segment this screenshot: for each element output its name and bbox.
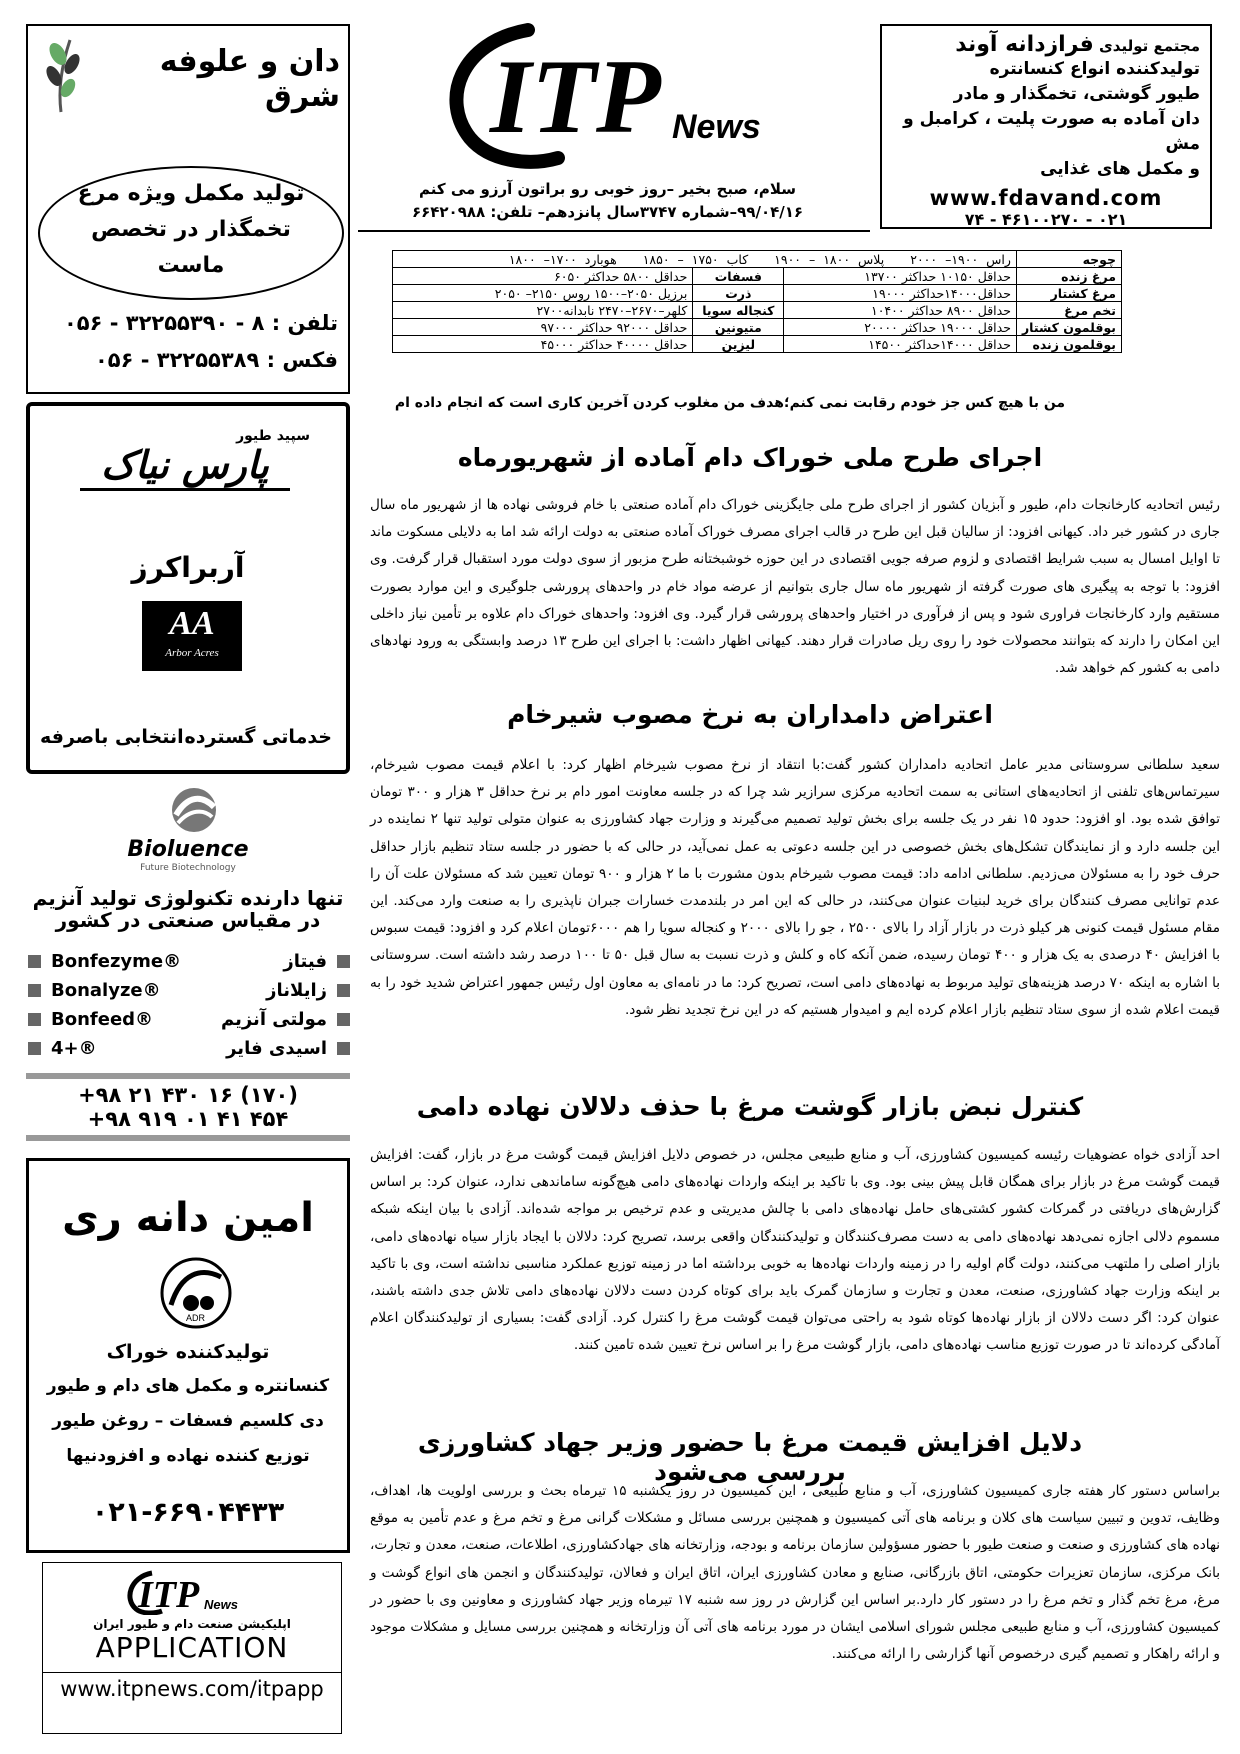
fara-davand-ad bbox=[880, 24, 1212, 229]
price-cell-value2: کلهر–۲۶۷۰–۲۴۷۰ نابدانه۲۷۰۰ bbox=[393, 302, 693, 319]
amin-line-1: تولیدکننده خوراک bbox=[106, 1341, 270, 1363]
pars-niak-ad bbox=[26, 402, 350, 774]
price-cell-label: مرغ کشتار bbox=[1016, 285, 1121, 302]
bio-phone-2: +۹۸ ۹۱۹ ۰۱ ۴۱ ۴۵۴ bbox=[87, 1107, 289, 1131]
price-row bbox=[393, 268, 1122, 285]
bullet-square-icon bbox=[28, 955, 41, 968]
article-4-body: براساس دستور کار هفته جاری کمیسیون کشاورزی، آب و منابع طبیعی ، این کمیسیون در روز یکشنبه ۱۵ تیرماه بحث و بررسی اولویت ها، اهداف، وظایف، تدوین و تبیین سیاست های کلان و برنامه های آتی کمیسیون و همچنین بررسی مسائل و مشکلات گرانی مرغ و تخم مرغ و عدم تأمین به موقع نهاده های کشاورزی و صنعت و صنعت طیور با حضور مسؤولین سازمان برنامه و بودجه، وزارتخانه های جهادکشاورزی، اطلاعات، صنعت، معدن و تجارت، بانک مرکزی، سازمان تعزیرات حکومتی، اتاق بازرگانی، صنایع و معادن کشاورزی ایران، اتاق ایران و فعالان، تولیدکنندگان و انجمن های انواع گوشت و مرغ، مرغ تخم گذار و تخم مرغ را در دستور کار دارد.بر اساس این گزارش در روز سه شنبه ۱۷ تیرماه وزیر جهاد کشاورزی و معاونین وی با حضور در کمیسیون کشاورزی، آب و منابع طبیعی مجلس شورای اسلامی ایشان در مورد برنامه های آتی آن وزارتخانه و همچنین بررسی مسایل و مشکلات موجود و ارائه راهکار و تصمیم گیری درخصوص آنها گزارشی را ارائه می‌کنند. bbox=[370, 1483, 1221, 1663]
arbor-acres-en: Arbor Acres bbox=[165, 647, 219, 659]
bio-product-row bbox=[26, 976, 350, 1005]
pars-niak-logo bbox=[60, 428, 310, 491]
price-cell-label2: کنجاله سویا bbox=[693, 302, 784, 319]
article-2-title: اعتراض دامداران به نرخ مصوب شیرخام bbox=[507, 700, 993, 729]
bio-product-fa-label: فیتاز bbox=[283, 951, 327, 972]
amin-name: امین دانه ری bbox=[62, 1195, 314, 1241]
fara-title bbox=[892, 32, 1200, 57]
fara-line2: طیور گوشتی، تخمگذار و مادر bbox=[953, 84, 1200, 104]
bullet-square-icon bbox=[28, 1042, 41, 1055]
price-cell-value: حداقل ۸۹۰۰ حداکثر ۱۰۴۰۰ bbox=[784, 302, 1017, 319]
dan-phone: تلفن : ۸ - ۳۲۲۵۵۳۹۰ - ۰۵۶ bbox=[63, 311, 338, 335]
price-label: چوجه bbox=[1016, 251, 1121, 268]
pars-slogan-left: خدماتی گسترده bbox=[184, 726, 332, 748]
price-row bbox=[393, 336, 1122, 353]
bio-product-fa bbox=[226, 1038, 350, 1059]
article-3-body: احد آزادی خواه عضوهیات رئیسه کمیسیون کشاورزی، آب و منابع طبیعی مجلس، در خصوص دلایل افزایش قیمت گوشت مرغ در بازار، گفت: افزایش قیمت گوشت مرغ در بازار برای همگان قابل پیش بینی بود. وی با تاکید بر اینکه واردات نهاده‌های دامی هیچ‌گونه ساماندهی ندارد، عنوان کرد: بر اساس گزارش‌های دریافتی در گمرکات کشور کشتی‌های حامل نهاده‌های دامی با چالش مدیریتی و عدم ترخیص بر مواجه شده‌اند. آزادی با بیان اینکه شبکه مسموم دلالی اجازه نمی‌دهد نهاده‌های دامی به دست مصرف‌کنندگان و تولیدکنندگان واقعی برسد، تصریح کرد: دلالان با ایجاد بازار سیاه نهاده‌های دامی، بازار اصلی را ملتهب می‌کنند، دولت گام اولیه را در زمینه واردات نهاده‌ها به خوبی برداشته اما در زمینه توزیع عملکرد مناسبی نداشته است، وی با تاکید بر اینکه وزارت جهاد کشاورزی، صنعت، معدن و تجارت و سازمان گمرک باید برای کوتاه کردن دست دلالان نهاده‌های دامی تلاش جدی داشته باشند، عنوان کرد: اگر دست دلالان از بازار نهاده‌ها کوتاه شود به راحتی می‌توان قیمت گوشت مرغ را کنترل کرد. آزادی گفت: بسیاری از تولیدکنندگان اعلام آمادگی کرده‌اند تا در صورت توزیع مناسب نهاده‌های دامی، بازار گوشت مرغ را بر اساس نرخ تعیین شده تامین کنند. bbox=[370, 1147, 1220, 1354]
dan-specialty-ellipse bbox=[38, 166, 344, 300]
dan-specialty-2: تخمگذار در تخصص bbox=[91, 217, 291, 242]
bio-product-en bbox=[28, 1038, 97, 1059]
bio-product-fa-label: زایلاناز bbox=[266, 980, 327, 1001]
price-chick-breed: هوبارد ۱۷۰۰– ۱۸۰۰ bbox=[508, 251, 617, 267]
bioluence-sub: Future Biotechnology bbox=[140, 863, 236, 873]
bio-product-fa bbox=[283, 951, 350, 972]
bio-phones bbox=[26, 1073, 350, 1141]
amin-daneh-ad bbox=[26, 1158, 350, 1553]
fara-line4: و مکمل های غذایی bbox=[1040, 159, 1200, 179]
bio-product-fa bbox=[266, 980, 350, 1001]
price-chick-values bbox=[393, 251, 1017, 268]
price-cell-value2: حداقل ۵۸۰۰ حداکثر ۶۰۵۰ bbox=[393, 268, 693, 285]
itp-app-logo bbox=[122, 1569, 262, 1615]
fara-line3: دان آماده به صورت پلیت ، کرامبل و مش bbox=[903, 109, 1200, 154]
article-1-title: اجرای طرح ملی خوراک دام آماده از شهریورماه bbox=[457, 443, 1043, 472]
app-logo-main-text: ITP bbox=[138, 1574, 200, 1615]
price-cell-label2: فسفات bbox=[693, 268, 784, 285]
price-cell-label2: متیونین bbox=[693, 319, 784, 336]
price-cell-label: بوقلمون زنده bbox=[1016, 336, 1121, 353]
price-cell-label: تخم مرغ bbox=[1016, 302, 1121, 319]
motto: من با هیچ کس جز خودم رقابت نمی کنم؛هدف من مغلوب کردن آخرین کاری است که انجام داده ام bbox=[394, 395, 1066, 411]
dan-title: دان و علوفه شرق bbox=[159, 44, 340, 114]
itp-app-ad bbox=[42, 1562, 342, 1734]
article-4-title: دلایل افزایش قیمت مرغ با حضور وزیر جهاد کشاورزی بررسی می‌شود bbox=[417, 1428, 1083, 1486]
bio-product-list bbox=[26, 947, 350, 1063]
bullet-square-icon bbox=[337, 955, 350, 968]
price-row bbox=[393, 302, 1122, 319]
pars-slogan-right: انتخابی باصرفه bbox=[40, 726, 184, 748]
bio-tagline-1: تنها دارنده تکنولوژی تولید آنزیم bbox=[32, 886, 344, 910]
price-cell-label2: ذرت bbox=[693, 285, 784, 302]
price-cell-value: حداقل ۱۹۰۰۰ حداکثر ۲۰۰۰۰ bbox=[784, 319, 1017, 336]
price-cell-value: حداقل ۱۰۱۵۰ حداکثر ۱۳۷۰۰ bbox=[784, 268, 1017, 285]
price-chick-breed: کاب ۱۷۵۰ – ۱۸۵۰ bbox=[642, 251, 749, 267]
bullet-square-icon bbox=[28, 984, 41, 997]
price-row-chicks bbox=[393, 251, 1122, 268]
price-chick-breed: راس ۱۹۰۰– ۲۰۰۰ bbox=[910, 251, 1011, 267]
article-2-body: سعید سلطانی سروستانی مدیر عامل اتحادیه دامداران کشور گفت:با انتقاد از نرخ مصوب شیرخام اظهار کرد: با اعلام قیمت مصوب شیرخام، سیرتماس‌های تلفنی از اتحادیه‌های استانی به سمت اتحادیه مرکزی سرازیر شد چرا که در جلسه معاونت امور دام بر نرخ حداقل ۳ هزار و ۳۰۰ تومان توافق شده بود. او افزود: حدود ۱۵ نفر در یک جلسه برای بخش تولید تصمیم می‌گیرند و وزارت جهاد کشاورزی به عنوان متولی تولید تنها ۲ نماینده در این جلسه دارد و از نمایندگان تشکل‌های بخش خصوصی در این جلسه دعوتی به عمل نمی‌آید، در حالی که با حضور در جلسه ستاد تنظیم بازار حداقل حرف خود را به مسئولان می‌زدیم. سلطانی ادامه داد: قیمت مصوب شیرخام بدون مشورت با ما ۲ هزار و ۹۰۰ تومان تعیین شد که مسئولان علت آن را عدم توانایی مصرف کنندگان برای خرید لبنیات عنوان می‌کنند، در حالی که این امر در بلندمدت خسارات جبران ناپذیری را به صنعت وارد می‌کند. این مقام مسئول قیمت کنونی هر کیلو ذرت در بازار آزاد را بالای ۲۵۰۰ ، جو را بالای ۲۰۰۰ و کنجاله سویا را هم ۶۰۰۰تومان اعلام کرد و افزود: قیمت سبوس با افزایش ۴۰ درصدی به یک هزار و ۴۰۰ تومان رسیده، ضمن آنکه کاه و کلش و ذرت نسبت به سال قبل ۵۰ تا ۱۰۰ درصد رشد داشته است. سروستانی با اشاره به اینکه ۷۰ درصد هزینه‌های تولید مربوط به نهاده‌های دامی است، تصریح کرد: ما در نامه‌ای به معاون اول رئیس جمهور اعتراض شدید خود را به قیمت اعلام شده از سوی ستاد تنظیم بازار اعلام کرده ایم و امیدوار هستیم که در این نرخ تجدید نظر شود. bbox=[370, 757, 1221, 1018]
fara-website[interactable]: www.fdavand.com bbox=[929, 186, 1163, 210]
masthead-divider bbox=[358, 230, 870, 232]
bullet-square-icon bbox=[337, 1042, 350, 1055]
price-table bbox=[392, 250, 1122, 353]
amin-line-4: توزیع کننده نهاده و افزودنیها bbox=[66, 1446, 310, 1466]
bio-product-en-label: Bonfeed® bbox=[51, 1009, 154, 1030]
amin-emblem-icon bbox=[151, 1253, 241, 1333]
bio-product-fa bbox=[221, 1009, 350, 1030]
price-cell-value2: حداقل ۴۰۰۰۰ حداکثر ۴۵۰۰۰ bbox=[393, 336, 693, 353]
fara-prefix: مجتمع تولیدی bbox=[1099, 37, 1200, 55]
bioluence-logo-icon bbox=[166, 785, 222, 835]
fara-line1: تولیدکننده انواع کنسانتره bbox=[989, 59, 1200, 79]
article-3-title: کنترل نبض بازار گوشت مرغ با حذف دلالان نهاده دامی bbox=[416, 1092, 1084, 1121]
bio-product-en bbox=[28, 980, 161, 1001]
price-cell-value: حداقل ۱۴۰۰۰حداکثر ۱۴۵۰۰ bbox=[784, 336, 1017, 353]
fara-name: فرازدانه آوند bbox=[955, 32, 1094, 57]
price-cell-value2: برزیل ۲۰۵۰–۱۵۰۰ روس ۲۱۵۰– ۲۰۵۰ bbox=[393, 285, 693, 302]
logo-main-text: ITP bbox=[490, 38, 661, 155]
bio-product-row bbox=[26, 1005, 350, 1034]
bullet-square-icon bbox=[28, 1013, 41, 1026]
pars-small-label: سپید طیور bbox=[236, 428, 310, 444]
pars-brand: پارس نیاک bbox=[101, 443, 269, 487]
amin-line-2: کنسانتره و مکمل های دام و طیور bbox=[46, 1376, 330, 1396]
amin-phone: ۰۲۱-۶۶۹۰۴۴۳۳ bbox=[91, 1497, 285, 1528]
price-row bbox=[393, 319, 1122, 336]
price-cell-label: بوقلمون کشتار bbox=[1016, 319, 1121, 336]
dan-specialty-1: تولید مکمل ویژه مرغ bbox=[77, 181, 305, 206]
price-cell-value2: حداقل ۹۲۰۰۰ حداکثر ۹۷۰۰۰ bbox=[393, 319, 693, 336]
app-label: APPLICATION bbox=[95, 1631, 289, 1664]
bio-product-en bbox=[28, 1009, 153, 1030]
bioluence-brand: Bioluence bbox=[127, 837, 249, 862]
bio-product-row bbox=[26, 1034, 350, 1063]
app-subtitle: اپلیکیشن صنعت دام و طیور ایران bbox=[93, 1617, 291, 1631]
greeting: سلام، صبح بخیر –روز خوبی رو براتون آرزو می کنم bbox=[419, 180, 796, 198]
logo-sub-text: News bbox=[672, 108, 761, 146]
amin-line-3: دی کلسیم فسفات – روغن طیور bbox=[52, 1411, 324, 1431]
bio-product-en-label: 4+® bbox=[51, 1038, 97, 1059]
bio-phone-1: +۹۸ ۲۱ ۴۳۰ ۱۶ (۱۷۰) bbox=[78, 1083, 298, 1107]
price-chick-breed: پلاس ۱۸۰۰ – ۱۹۰۰ bbox=[774, 251, 885, 267]
bio-tagline-2: در مقیاس صنعتی در کشور bbox=[55, 908, 321, 932]
issue-info: ۹۹/۰۴/۱۶–شماره ۳۷۴۷سال پانزدهم– تلفن: ۶۶۴۲۰۹۸۸ bbox=[411, 203, 804, 221]
bio-product-fa-label: مولتی آنزیم bbox=[220, 1009, 327, 1030]
bullet-square-icon bbox=[337, 1013, 350, 1026]
price-cell-label2: لیزین bbox=[693, 336, 784, 353]
arbor-acres-fa: آربراکرز bbox=[131, 551, 245, 584]
wheat-icon bbox=[34, 34, 88, 114]
bioluence-ad bbox=[26, 785, 350, 1150]
price-cell-label: مرغ زنده bbox=[1016, 268, 1121, 285]
bio-product-en-label: Bonalyze® bbox=[51, 980, 161, 1001]
dan-olufe-ad bbox=[26, 24, 350, 394]
bio-product-fa-label: اسیدی فایر bbox=[226, 1038, 327, 1059]
article-1-body: رئیس اتحادیه کارخانجات دام، طیور و آبزیان کشور از اجرای طرح ملی جایگزینی خوراک دام آماده صنعتی با خام فروشی نهاده ها از شهریور ماه سال جاری در کشور خبر داد. کیهانی افزود: از سالیان قبل این طرح در قالب اجرای مصرف خوراک آماده صنعتی به دولت ارائه شد اما به دلایلی مسکوت ماند تا اوایل امسال به سبب شرایط اقتصادی و لزوم صرفه جویی اقتصادی در این حوزه خوشبختانه طرح مزبور از سوی دولت مورد استقبال قرار گرفت. وی افزود: با توجه به پیگیری های صورت گرفته از شهریور ماه سال جاری بتوانیم از عرضه مواد خام در واحدهای پرورشی جلوگیری و این موارد بصورت مستقیم وارد کارخانجات فراوری شود و پس از فرآوری در اختیار واحدهای پرورشی قرار گیرد. وی افزود: واحدهای خوراک دام علاوه بر تأمین نیاز داخلی این امکان را دارند که بتوانند محصولات خود را روی ریل صادرات قرار دهند. کیهانی اظهار داشت: با اجرای این طرح ۱۳ درصد وابستگی به ورود نهادهای دامی به کشور کم خواهد شد. bbox=[370, 497, 1221, 677]
bio-product-en bbox=[28, 951, 181, 972]
bullet-square-icon bbox=[337, 984, 350, 997]
bio-product-en-label: Bonfezyme® bbox=[51, 951, 182, 972]
app-url[interactable]: www.itpnews.com/itpapp bbox=[43, 1672, 341, 1701]
itp-news-logo bbox=[440, 20, 820, 170]
fara-phone: ۰۲۱ - ۴۶۱۰۰۲۷۰ - ۷۴ bbox=[964, 210, 1128, 229]
amin-mark-text: ADR bbox=[185, 1313, 205, 1323]
app-logo-sub-text: News bbox=[204, 1597, 238, 1612]
bio-product-row bbox=[26, 947, 350, 976]
price-cell-value: حداقل۱۴۰۰۰حداکثر ۱۹۰۰۰ bbox=[784, 285, 1017, 302]
dan-specialty-3: ماست bbox=[157, 253, 225, 278]
price-row bbox=[393, 285, 1122, 302]
arbor-acres-logo: AA Arbor Acres bbox=[142, 601, 242, 671]
dan-fax: فکس : ۳۲۲۵۵۳۸۹ - ۰۵۶ bbox=[94, 348, 338, 372]
